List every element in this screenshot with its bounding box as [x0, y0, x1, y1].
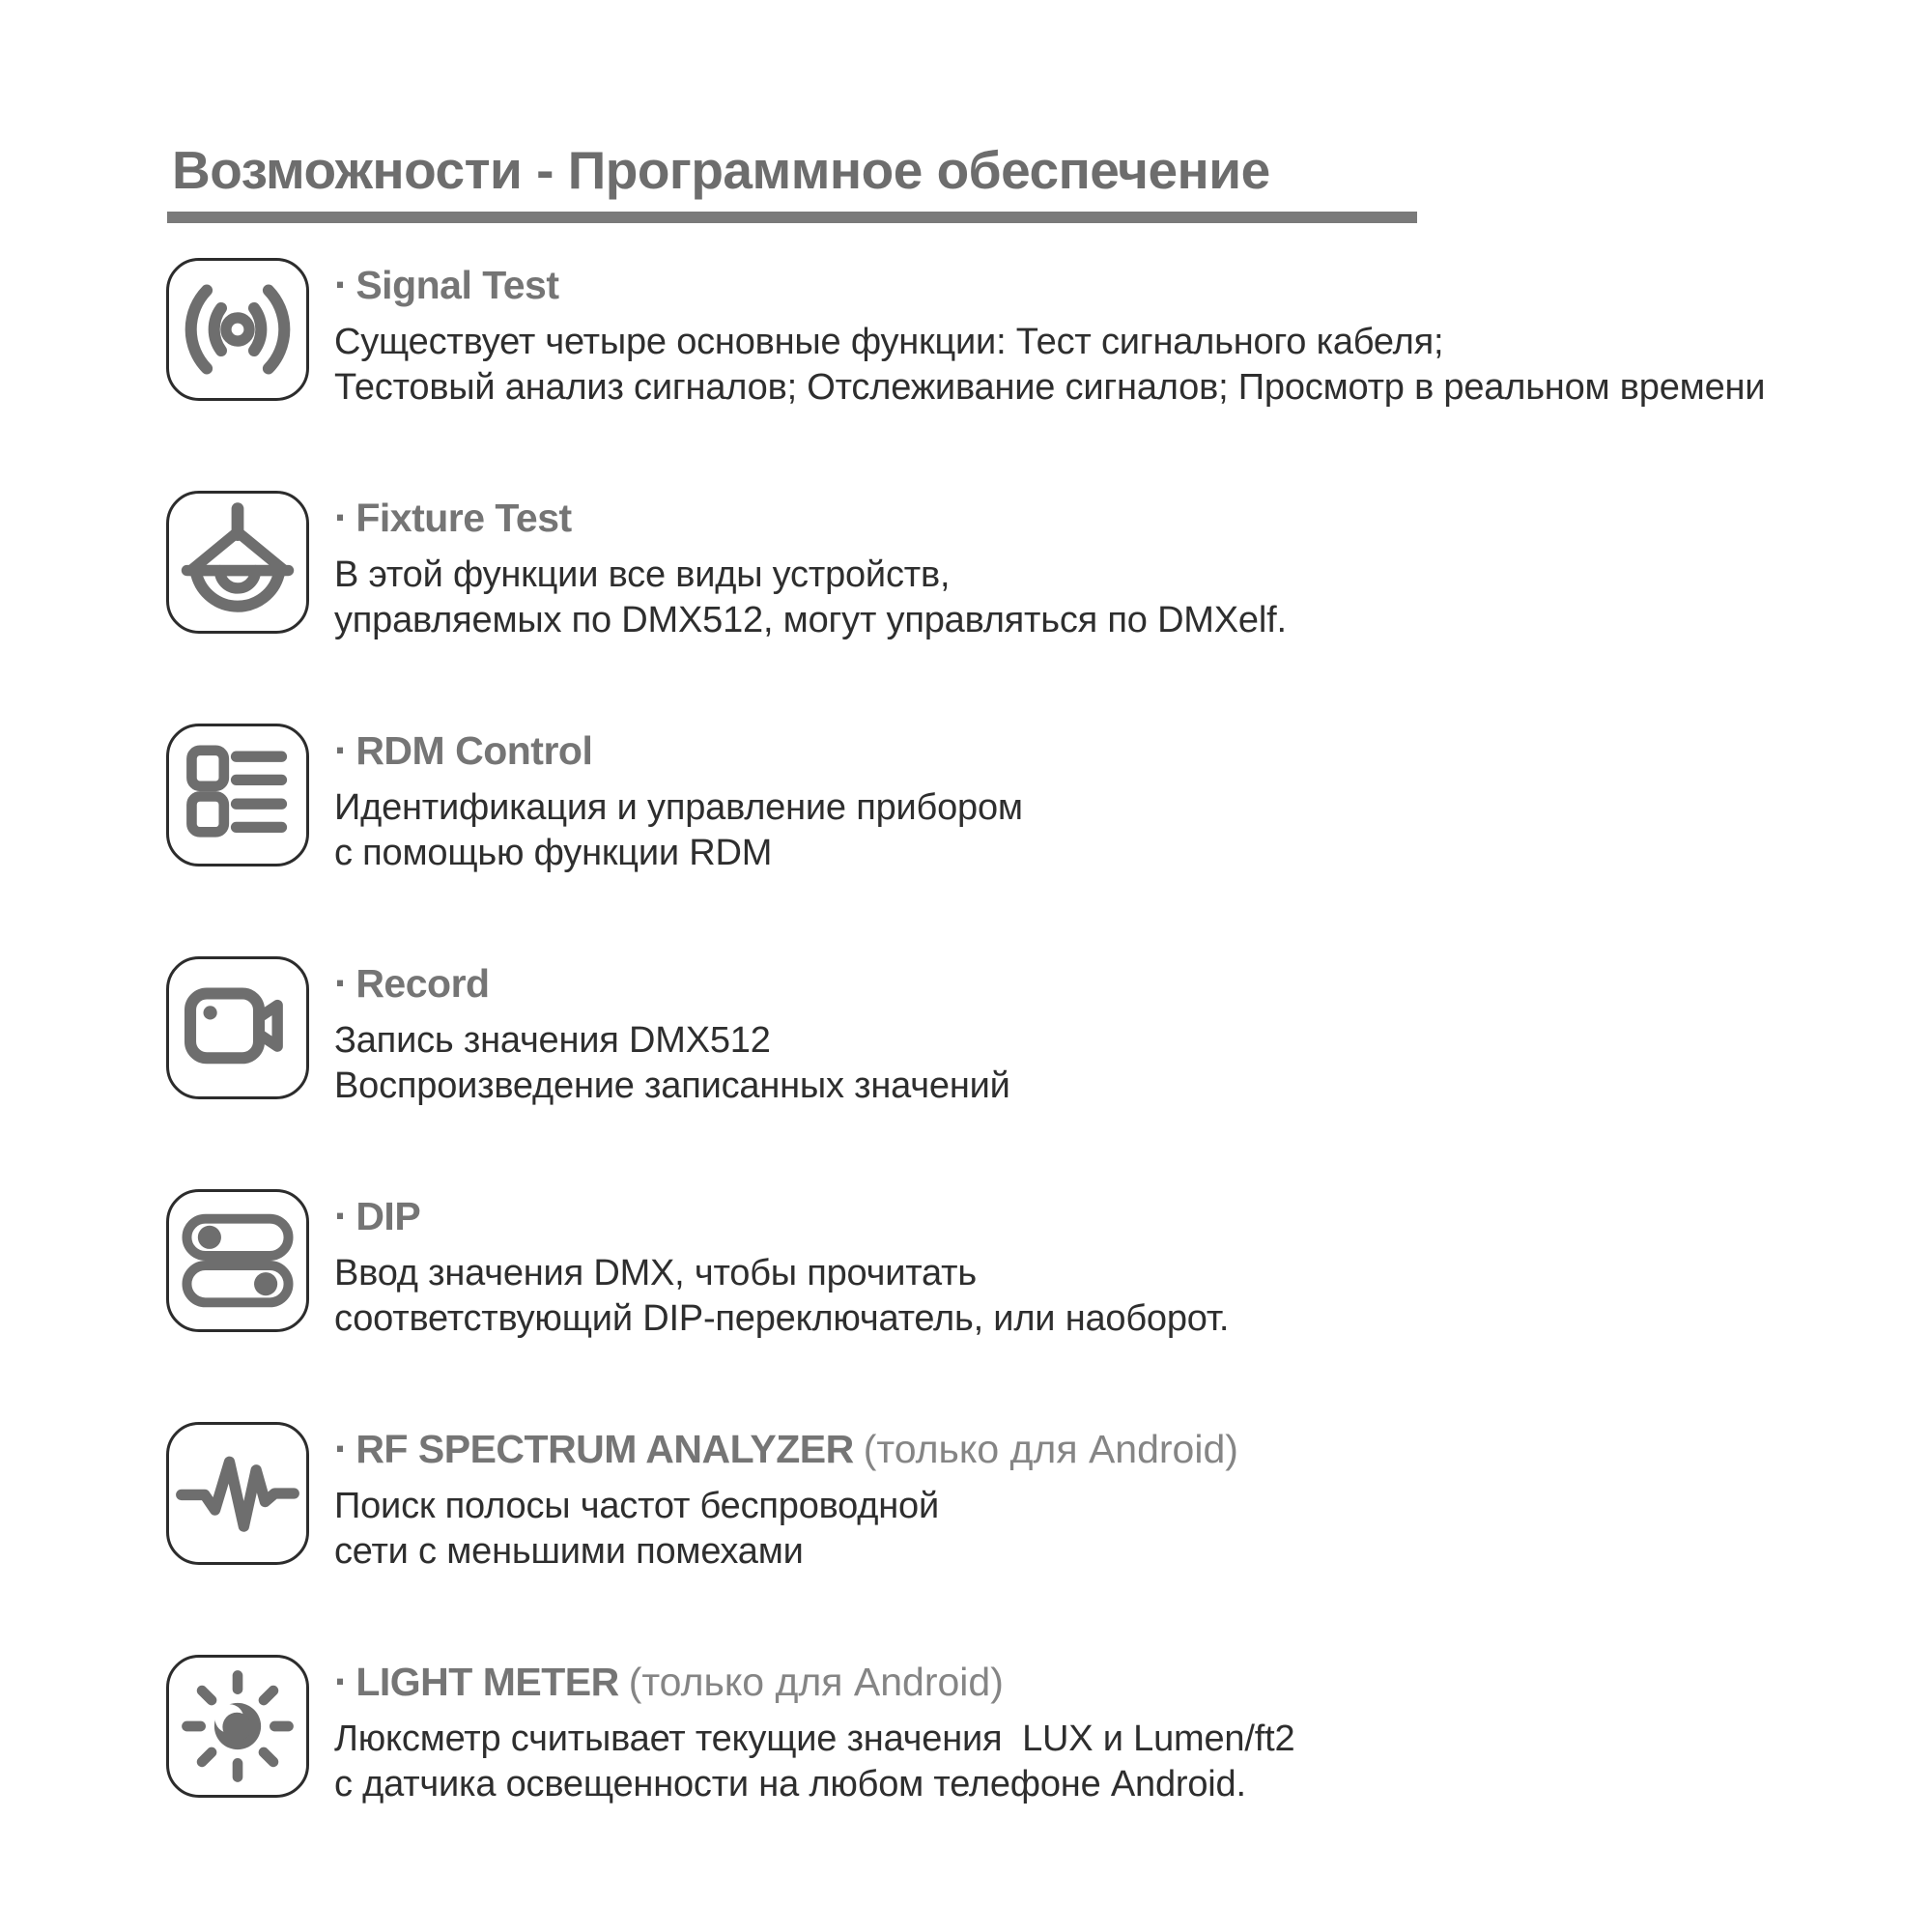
rdm-list-icon	[166, 724, 309, 867]
feature-title: RDM Control	[355, 728, 593, 773]
feature-description: Люксметр считывает текущие значения LUX и Lumen/ft2 с датчика освещенности на любом телефоне Android.	[334, 1719, 1295, 1804]
signal-icon	[166, 258, 309, 401]
feature-dip	[166, 1189, 1229, 1342]
feature-description: Идентификация и управление прибором с помощью функции RDM	[334, 787, 1023, 873]
bullet: ·	[334, 1426, 349, 1472]
bullet: ·	[334, 1193, 349, 1239]
feature-description: Существует четыре основные функции: Тест сигнального кабеля; Тестовый анализ сигналов; Отслеживание сигналов; Просмотр в реальном времени	[334, 322, 1766, 408]
feature-description: Поиск полосы частот беспроводной сети с меньшими помехами	[334, 1486, 939, 1572]
feature-fixture-test	[166, 491, 1287, 643]
bullet: ·	[334, 1659, 349, 1705]
feature-title: Record	[355, 961, 490, 1006]
feature-title: Fixture Test	[355, 496, 572, 540]
feature-title: LIGHT METER	[355, 1660, 619, 1704]
feature-light-meter	[166, 1655, 1294, 1807]
feature-signal-test	[166, 258, 1765, 411]
feature-description: Запись значения DMX512 Воспроизведение записанных значений	[334, 1020, 1010, 1106]
waveform-icon	[166, 1422, 309, 1565]
feature-record	[166, 956, 1010, 1109]
feature-rdm-control	[166, 724, 1023, 876]
feature-title-qualifier: (только для Android)	[628, 1660, 1004, 1704]
video-camera-icon	[166, 956, 309, 1099]
feature-rf-spectrum-analyzer	[166, 1422, 1238, 1575]
page-title: Возможности - Программное обеспечение	[172, 140, 1270, 200]
feature-title: RF SPECTRUM ANALYZER	[355, 1427, 854, 1471]
fixture-icon	[166, 491, 309, 634]
bullet: ·	[334, 495, 349, 541]
light-meter-icon	[166, 1655, 309, 1798]
feature-description: В этой функции все виды устройств, управляемых по DMX512, могут управляться по DMXelf.	[334, 554, 1287, 640]
bullet: ·	[334, 262, 349, 308]
bullet: ·	[334, 960, 349, 1007]
feature-title: DIP	[355, 1194, 421, 1238]
bullet: ·	[334, 727, 349, 774]
dip-switch-icon	[166, 1189, 309, 1332]
feature-title-qualifier: (только для Android)	[863, 1427, 1238, 1471]
feature-title: Signal Test	[355, 263, 559, 307]
title-underline-rule	[167, 212, 1417, 223]
feature-description: Ввод значения DMX, чтобы прочитать соответствующий DIP-переключатель, или наоборот.	[334, 1253, 1230, 1339]
